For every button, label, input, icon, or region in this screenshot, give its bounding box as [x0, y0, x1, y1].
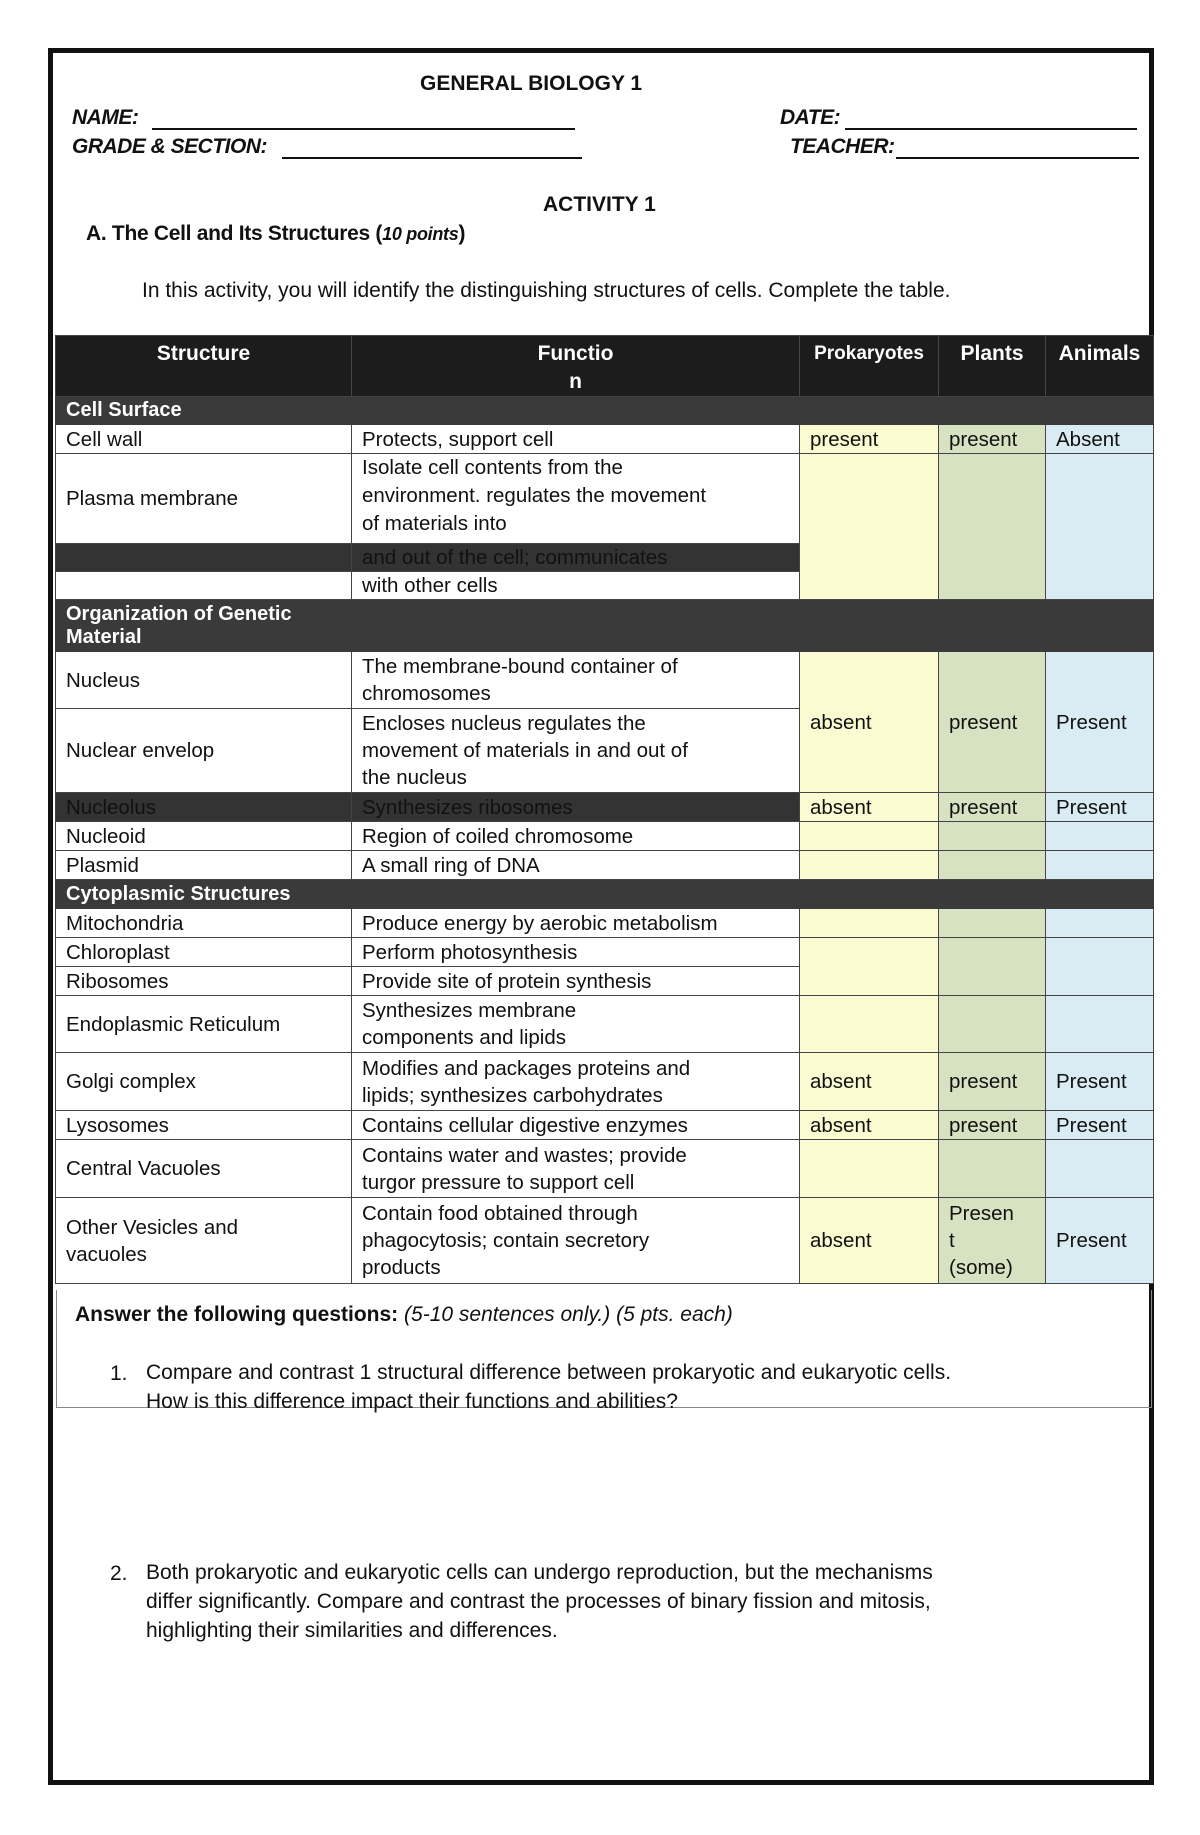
- header-function: [352, 336, 800, 397]
- header-function-line2: n: [569, 370, 582, 393]
- table-row: [56, 793, 1154, 822]
- questions-heading-text: Answer the following questions:: [75, 1303, 399, 1326]
- structure-cell: [56, 1198, 352, 1284]
- function-cell: [352, 1198, 800, 1284]
- structure-cell: Nuclear envelop: [56, 709, 352, 793]
- table-row: [56, 996, 1154, 1053]
- table-row: [56, 1140, 1154, 1198]
- questions-heading: [75, 1303, 733, 1327]
- animals-cell[interactable]: [1046, 1140, 1154, 1198]
- prokaryotes-cell[interactable]: present: [800, 425, 939, 454]
- function-line: Contains water and wastes; provide: [362, 1143, 687, 1167]
- plants-line: (some): [949, 1256, 1013, 1279]
- structure-line: vacuoles: [66, 1242, 147, 1266]
- function-line: The membrane-bound container of: [362, 655, 678, 678]
- animals-cell[interactable]: Present: [1046, 652, 1154, 793]
- table-row: [56, 1053, 1154, 1111]
- structure-cell: Ribosomes: [56, 967, 352, 996]
- plants-cell[interactable]: [939, 851, 1046, 880]
- section-cell: [939, 600, 1046, 652]
- function-line: turgor pressure to support cell: [362, 1170, 635, 1194]
- question-1-number: 1.: [110, 1362, 128, 1385]
- structure-cell: Chloroplast: [56, 938, 352, 967]
- name-label: NAME:: [72, 106, 139, 129]
- course-title: GENERAL BIOLOGY 1: [420, 72, 643, 95]
- section-cell: [1046, 880, 1154, 909]
- plants-cell[interactable]: [939, 909, 1046, 938]
- section-cell: [352, 397, 800, 425]
- function-cell: [352, 454, 800, 544]
- structure-cell: Endoplasmic Reticulum: [56, 996, 352, 1053]
- animals-cell[interactable]: Present: [1046, 1111, 1154, 1140]
- function-cell: and out of the cell; communicates: [352, 544, 800, 572]
- activity-title: ACTIVITY 1: [543, 193, 656, 216]
- plants-cell[interactable]: [939, 1140, 1046, 1198]
- animals-cell[interactable]: [1046, 909, 1154, 938]
- plants-cell[interactable]: present: [939, 425, 1046, 454]
- structure-cell: Cell wall: [56, 425, 352, 454]
- table-row: [56, 652, 1154, 709]
- plants-line: Presen: [949, 1202, 1014, 1225]
- activity-instructions: In this activity, you will identify the distinguishing structures of cells. Complete the table.: [142, 279, 951, 302]
- structure-cell: Nucleolus: [56, 793, 352, 822]
- plants-cell[interactable]: [939, 996, 1046, 1053]
- table-header-row: [56, 336, 1154, 397]
- section-a-label: A. The Cell and Its Structures (: [86, 222, 383, 245]
- header-prokaryotes: Prokaryotes: [800, 336, 939, 397]
- question-line: Both prokaryotic and eukaryotic cells can undergo reproduction, but the mechanisms: [146, 1561, 933, 1584]
- animals-cell[interactable]: [1046, 822, 1154, 851]
- function-line: Contain food obtained through: [362, 1202, 638, 1225]
- prokaryotes-cell[interactable]: [800, 454, 939, 600]
- section-label: Cell Surface: [56, 397, 352, 425]
- date-field[interactable]: [845, 128, 1137, 130]
- table-row: [56, 1198, 1154, 1284]
- prokaryotes-cell[interactable]: [800, 909, 939, 938]
- function-line: Isolate cell contents from the: [362, 456, 623, 479]
- function-line: components and lipids: [362, 1026, 566, 1049]
- function-cell: Contains cellular digestive enzymes: [352, 1111, 800, 1140]
- function-cell: [352, 709, 800, 793]
- question-2: [146, 1558, 933, 1645]
- function-line: environment. regulates the movement: [362, 484, 707, 507]
- question-line: differ significantly. Compare and contrast the processes of binary fission and mitosis,: [146, 1590, 931, 1613]
- animals-cell[interactable]: [1046, 938, 1154, 996]
- grade-section-field[interactable]: [282, 157, 582, 159]
- section-a-close: ): [458, 222, 466, 245]
- header-structure: Structure: [56, 336, 352, 397]
- structure-cell: Nucleus: [56, 652, 352, 709]
- function-cell: [352, 996, 800, 1053]
- section-label: Cytoplasmic Structures: [56, 880, 352, 909]
- prokaryotes-cell[interactable]: absent: [800, 652, 939, 793]
- section-label-line: Material: [66, 625, 142, 648]
- function-line: lipids; synthesizes carbohydrates: [362, 1083, 663, 1107]
- section-cell: [352, 600, 800, 652]
- function-line: movement of materials in and out of: [362, 739, 688, 762]
- prokaryotes-cell[interactable]: absent: [800, 1198, 939, 1284]
- table-row: [56, 454, 1154, 544]
- function-cell: Protects, support cell: [352, 425, 800, 454]
- date-label: DATE:: [780, 106, 841, 129]
- function-cell: [352, 652, 800, 709]
- section-cell: [939, 880, 1046, 909]
- plants-cell[interactable]: [939, 1198, 1046, 1284]
- section-cell: [1046, 397, 1154, 425]
- section-cell: [800, 397, 939, 425]
- table-row: [56, 909, 1154, 938]
- structure-cell: Mitochondria: [56, 909, 352, 938]
- structure-line: Other Vesicles and: [66, 1215, 239, 1239]
- table-row: [56, 425, 1154, 454]
- table-row: [56, 851, 1154, 880]
- function-line: the nucleus: [362, 766, 467, 789]
- teacher-field[interactable]: [896, 157, 1139, 159]
- section-cell: [800, 600, 939, 652]
- structure-cell: Central Vacuoles: [56, 1140, 352, 1198]
- animals-cell[interactable]: [1046, 996, 1154, 1053]
- questions-instructions: (5-10 sentences only.) (5 pts. each): [404, 1303, 733, 1326]
- prokaryotes-cell[interactable]: [800, 996, 939, 1053]
- function-line: Synthesizes membrane: [362, 999, 577, 1022]
- plants-cell[interactable]: present: [939, 793, 1046, 822]
- prokaryotes-cell[interactable]: absent: [800, 793, 939, 822]
- function-line: Modifies and packages proteins and: [362, 1056, 691, 1080]
- prokaryotes-cell[interactable]: absent: [800, 1111, 939, 1140]
- section-cell: [352, 880, 800, 909]
- function-cell: Provide site of protein synthesis: [352, 967, 800, 996]
- function-cell: [352, 1140, 800, 1198]
- header-plants: Plants: [939, 336, 1046, 397]
- plants-cell[interactable]: present: [939, 652, 1046, 793]
- structure-cell: Nucleoid: [56, 822, 352, 851]
- section-cell: [939, 397, 1046, 425]
- function-cell: Perform photosynthesis: [352, 938, 800, 967]
- prokaryotes-cell[interactable]: [800, 1140, 939, 1198]
- question-line: Compare and contrast 1 structural difference between prokaryotic and eukaryotic cells.: [146, 1361, 952, 1384]
- prokaryotes-cell[interactable]: absent: [800, 1053, 939, 1111]
- section-a-points: 10 points: [382, 224, 459, 244]
- function-cell: Region of coiled chromosome: [352, 822, 800, 851]
- animals-cell[interactable]: [1046, 454, 1154, 600]
- function-cell: [352, 1053, 800, 1111]
- structure-cell: Golgi complex: [56, 1053, 352, 1111]
- function-line: chromosomes: [362, 682, 491, 705]
- plants-cell[interactable]: [939, 938, 1046, 996]
- teacher-label: TEACHER:: [790, 135, 895, 158]
- prokaryotes-cell[interactable]: [800, 822, 939, 851]
- function-cell: Synthesizes ribosomes: [352, 793, 800, 822]
- structure-cell: Plasmid: [56, 851, 352, 880]
- plants-cell[interactable]: [939, 454, 1046, 600]
- grade-section-label: GRADE & SECTION:: [72, 135, 268, 158]
- animals-cell[interactable]: Present: [1046, 793, 1154, 822]
- plants-cell[interactable]: [939, 822, 1046, 851]
- animals-cell[interactable]: Absent: [1046, 425, 1154, 454]
- prokaryotes-cell[interactable]: [800, 851, 939, 880]
- section-row-genetic-material: [56, 600, 1154, 652]
- function-cell: with other cells: [352, 572, 800, 600]
- plants-line: t: [949, 1229, 955, 1252]
- table-row: [56, 822, 1154, 851]
- question-line: highlighting their similarities and differences.: [146, 1619, 558, 1642]
- animals-cell[interactable]: Present: [1046, 1198, 1154, 1284]
- plants-cell[interactable]: present: [939, 1111, 1046, 1140]
- animals-cell[interactable]: Present: [1046, 1053, 1154, 1111]
- function-line: of materials into: [362, 512, 507, 535]
- section-label-line: Organization of Genetic: [66, 602, 292, 625]
- question-line: How is this difference impact their functions and abilities?: [146, 1390, 678, 1413]
- question-2-number: 2.: [110, 1562, 128, 1585]
- cell-structures-table: [55, 335, 1154, 1284]
- question-1: [146, 1358, 951, 1416]
- header-animals: Animals: [1046, 336, 1154, 397]
- section-label: [56, 600, 352, 652]
- function-line: phagocytosis; contain secretory: [362, 1229, 650, 1252]
- structure-cell: [56, 544, 352, 572]
- table-row: [56, 938, 1154, 967]
- plants-cell[interactable]: present: [939, 1053, 1046, 1111]
- table-row: [56, 1111, 1154, 1140]
- section-a-heading: [86, 222, 465, 246]
- prokaryotes-cell[interactable]: [800, 938, 939, 996]
- section-cell: [1046, 600, 1154, 652]
- structure-cell: Plasma membrane: [56, 454, 352, 544]
- structure-cell: [56, 572, 352, 600]
- section-cell: [800, 880, 939, 909]
- function-cell: A small ring of DNA: [352, 851, 800, 880]
- function-cell: Produce energy by aerobic metabolism: [352, 909, 800, 938]
- function-line: Encloses nucleus regulates the: [362, 712, 646, 735]
- section-row-cell-surface: [56, 397, 1154, 425]
- function-line: products: [362, 1256, 441, 1279]
- name-field[interactable]: [152, 128, 575, 130]
- section-row-cytoplasmic: [56, 880, 1154, 909]
- structure-cell: Lysosomes: [56, 1111, 352, 1140]
- animals-cell[interactable]: [1046, 851, 1154, 880]
- header-function-line1: Functio: [537, 342, 614, 365]
